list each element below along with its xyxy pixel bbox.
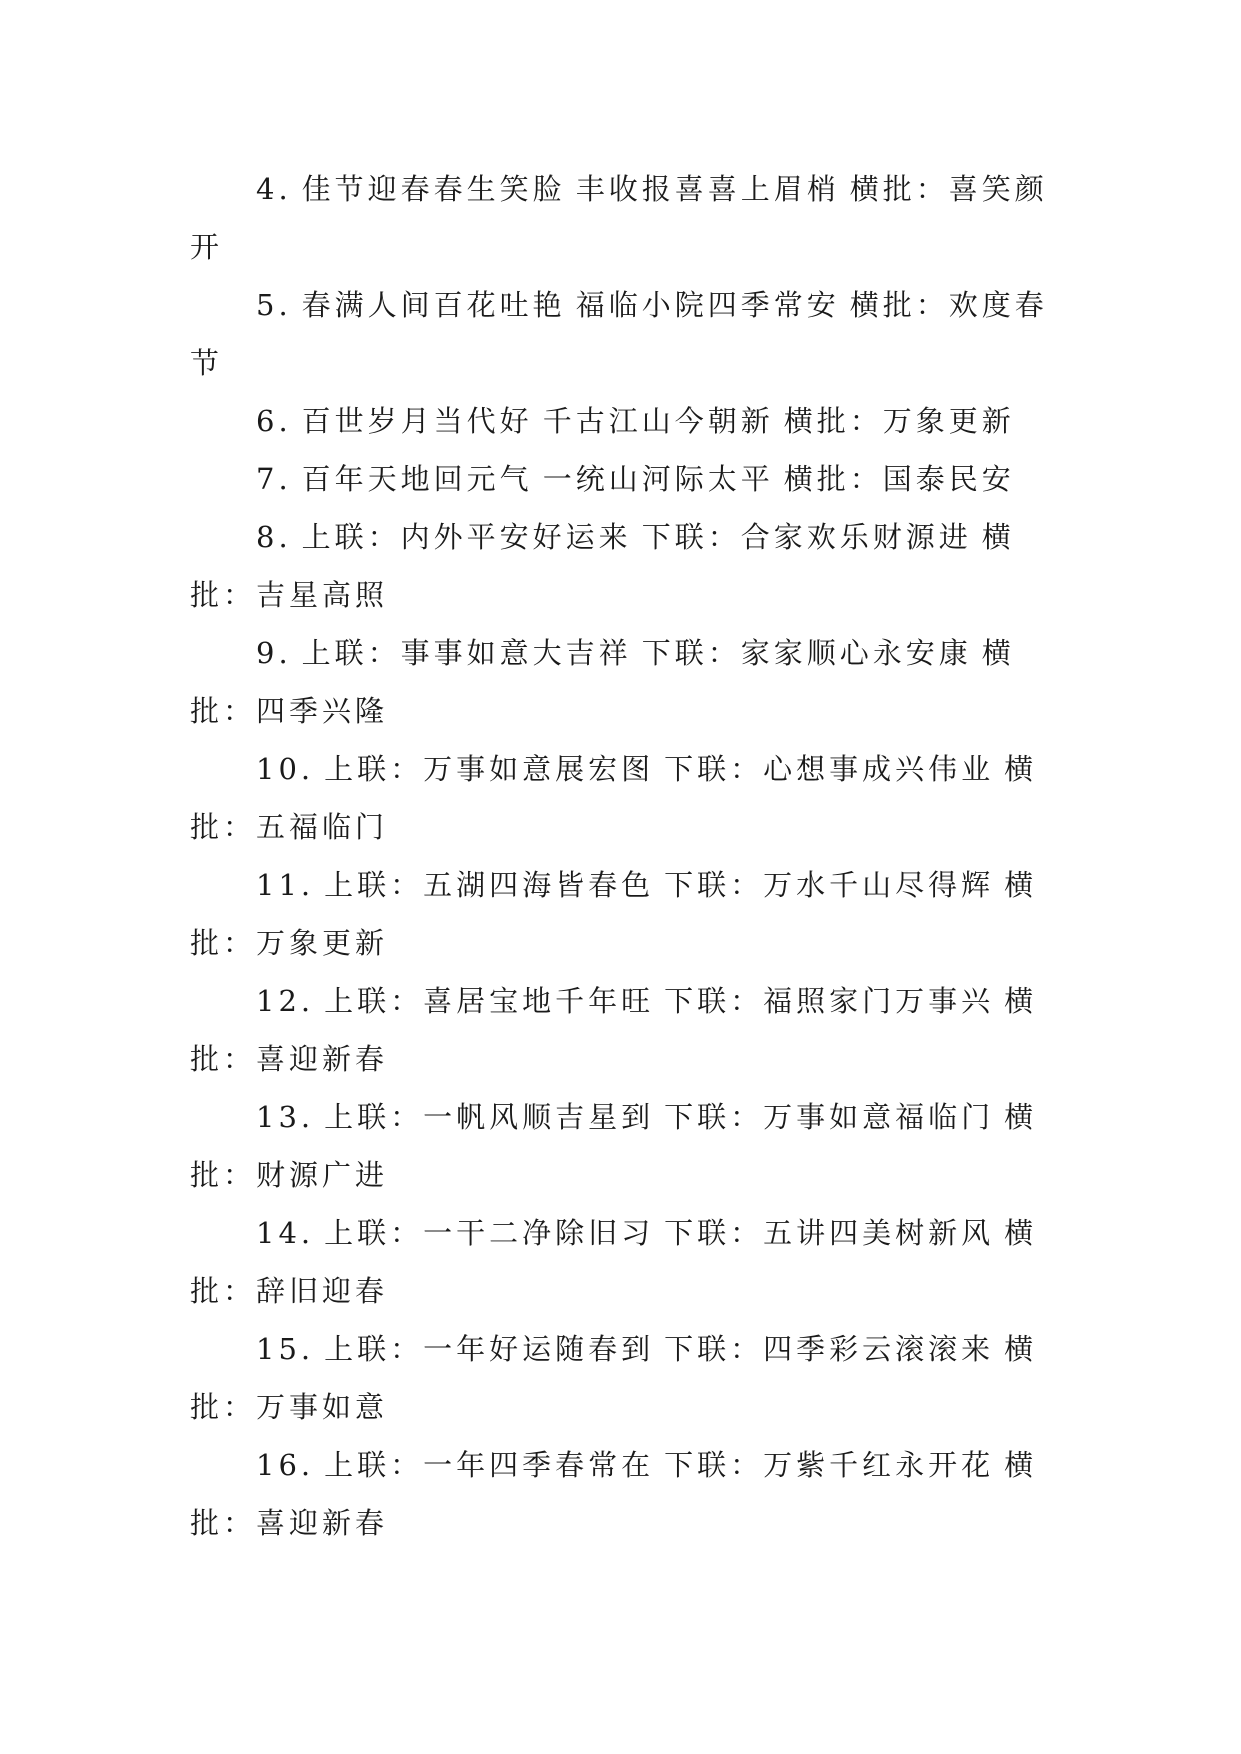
couplet-item: [190, 508, 1060, 624]
lower-line: 下联：五讲四美树新风: [664, 1216, 995, 1250]
upper-line: 百年天地回元气: [301, 462, 533, 496]
lower-line: 下联：四季彩云滚滚来: [664, 1332, 995, 1366]
upper-line: 佳节迎春春生笑脸: [301, 172, 566, 206]
item-number: 5.: [256, 288, 292, 322]
item-number: 9.: [256, 636, 292, 670]
couplet-item: [190, 160, 1060, 276]
horizontal-scroll: 横批：万事如意: [190, 1332, 1038, 1424]
upper-line: 上联：一帆风顺吉星到: [324, 1100, 655, 1134]
item-number: 16.: [256, 1448, 315, 1482]
lower-line: 一统山河际太平: [542, 462, 774, 496]
horizontal-scroll: 横批：万象更新: [190, 868, 1038, 960]
upper-line: 上联：喜居宝地千年旺: [324, 984, 655, 1018]
item-number: 15.: [256, 1332, 315, 1366]
horizontal-scroll: 横批：喜迎新春: [190, 984, 1038, 1076]
horizontal-scroll: 横批：四季兴隆: [190, 636, 1015, 728]
couplet-item: [190, 392, 1060, 450]
horizontal-scroll: 横批：国泰民安: [783, 462, 1015, 496]
lower-line: 下联：合家欢乐财源进: [641, 520, 972, 554]
item-number: 13.: [256, 1100, 315, 1134]
couplet-item: [190, 1204, 1060, 1320]
lower-line: 下联：福照家门万事兴: [664, 984, 995, 1018]
item-number: 11.: [256, 868, 315, 902]
lower-line: 下联：万水千山尽得辉: [664, 868, 995, 902]
lower-line: 下联：万紫千红永开花: [664, 1448, 995, 1482]
couplet-item: [190, 1320, 1060, 1436]
upper-line: 上联：一年四季春常在: [324, 1448, 655, 1482]
horizontal-scroll: 横批：喜笑颜开: [190, 172, 1048, 264]
upper-line: 上联：事事如意大吉祥: [301, 636, 632, 670]
upper-line: 上联：内外平安好运来: [301, 520, 632, 554]
couplet-item: [190, 624, 1060, 740]
item-number: 6.: [256, 404, 292, 438]
item-number: 8.: [256, 520, 292, 554]
lower-line: 下联：万事如意福临门: [664, 1100, 995, 1134]
upper-line: 上联：一年好运随春到: [324, 1332, 655, 1366]
lower-line: 丰收报喜喜上眉梢: [575, 172, 840, 206]
item-number: 7.: [256, 462, 292, 496]
item-number: 14.: [256, 1216, 315, 1250]
couplet-item: [190, 1088, 1060, 1204]
couplet-item: [190, 450, 1060, 508]
upper-line: 上联：万事如意展宏图: [324, 752, 655, 786]
horizontal-scroll: 横批：吉星高照: [190, 520, 1015, 612]
horizontal-scroll: 横批：欢度春节: [190, 288, 1048, 380]
lower-line: 下联：心想事成兴伟业: [664, 752, 995, 786]
couplet-item: [190, 276, 1060, 392]
horizontal-scroll: 横批：辞旧迎春: [190, 1216, 1038, 1308]
couplet-item: [190, 1436, 1060, 1552]
upper-line: 上联：五湖四海皆春色: [324, 868, 655, 902]
item-number: 12.: [256, 984, 315, 1018]
item-number: 4.: [256, 172, 292, 206]
couplet-item: [190, 972, 1060, 1088]
upper-line: 百世岁月当代好: [301, 404, 533, 438]
upper-line: 上联：一干二净除旧习: [324, 1216, 655, 1250]
horizontal-scroll: 横批：五福临门: [190, 752, 1038, 844]
horizontal-scroll: 横批：财源广进: [190, 1100, 1038, 1192]
upper-line: 春满人间百花吐艳: [301, 288, 566, 322]
lower-line: 下联：家家顺心永安康: [641, 636, 972, 670]
lower-line: 千古江山今朝新: [542, 404, 774, 438]
couplet-item: [190, 740, 1060, 856]
horizontal-scroll: 横批：喜迎新春: [190, 1448, 1038, 1540]
item-number: 10.: [256, 752, 315, 786]
couplet-item: [190, 856, 1060, 972]
document-page: [190, 160, 1060, 1552]
lower-line: 福临小院四季常安: [575, 288, 840, 322]
horizontal-scroll: 横批：万象更新: [783, 404, 1015, 438]
